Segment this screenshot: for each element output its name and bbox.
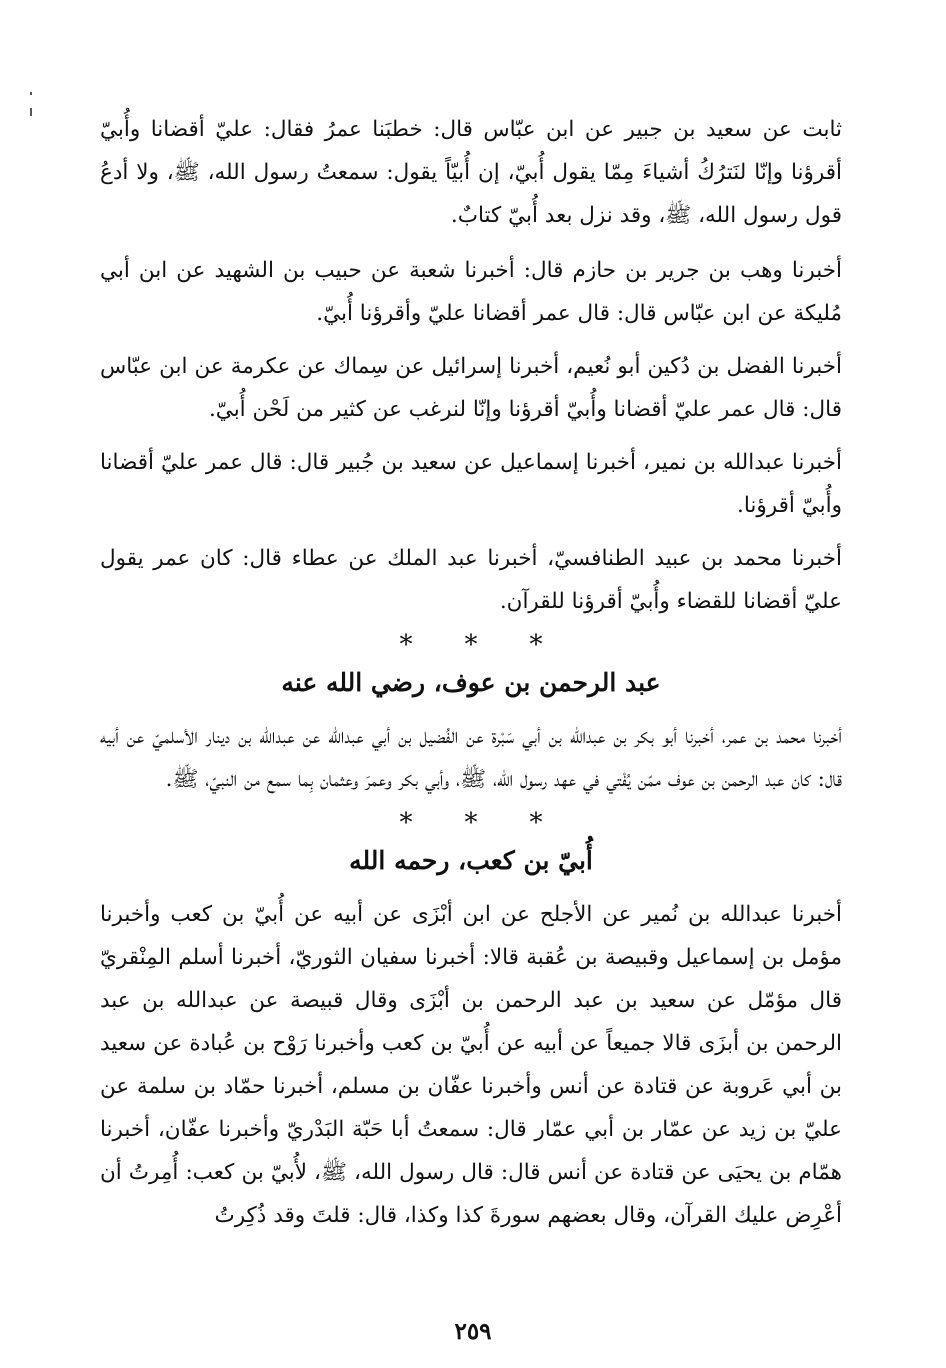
- star-ornament: *: [529, 808, 543, 838]
- paragraph: أخبرنا الفضل بن دُكين أبو نُعيم، أخبرنا إسرائيل عن سِماك عن عكرمة عن ابن عبّاس قال: قال عمر عليّ أقضانا وأُبيّ أقرؤنا وإنّا لنرغب عن كثير من لَحْن أُبيّ.: [100, 354, 842, 422]
- star-ornament: *: [464, 808, 478, 838]
- page-number: ٢٥٩: [454, 1318, 492, 1345]
- section-divider-stars: [100, 630, 842, 660]
- star-ornament: *: [399, 630, 413, 660]
- page-body: [100, 108, 842, 1249]
- paragraph: أخبرنا عبدالله بن نمير، أخبرنا إسماعيل عن سعيد بن جُبير قال: قال عمر عليّ أقضانا وأُبيّ أقرؤنا.: [100, 450, 842, 518]
- paragraph: أخبرنا محمد بن عبيد الطنافسيّ، أخبرنا عبد الملك عن عطاء قال: كان عمر يقول عليّ أقضانا للقضاء وأُبيّ أقرؤنا للقرآن.: [100, 546, 842, 614]
- paragraph: أخبرنا وهب بن جرير بن حازم قال: أخبرنا شعبة عن حبيب بن الشهيد عن ابن أبي مُليكة عن ابن عبّاس قال: قال عمر أقضانا عليّ وأقرؤنا أُبيّ.: [100, 258, 842, 326]
- section-title: أُبيّ بن كعب، رحمه الله: [349, 846, 593, 875]
- margin-mark: [30, 108, 32, 116]
- margin-mark: [30, 92, 32, 95]
- paragraph: ثابت عن سعيد بن جبير عن ابن عبّاس قال: خطبَنا عمرُ فقال: عليّ أقضانا وأُبيّ أقرؤنا وإنّا لنَترُكُ أشياءَ مِمّا يقول أُبيّ، إن أُبيّاً يقول: سمعتُ رسول الله، ﷺ، ولا أدعُ قول رسول الله، ﷺ، وقد نزل بعد أُبيّ كتابٌ.: [100, 117, 842, 228]
- star-ornament: *: [399, 808, 413, 838]
- paragraph: أخبرنا عبدالله بن نُمير عن الأجلح عن ابن أبْزَى عن أبيه عن أُبيّ بن كعب وأخبرنا مؤمل بن إسماعيل وقبيصة بن عُقبة قالا: أخبرنا سفيان الثوريّ، أخبرنا أسلم المِنْقريّ قال مؤمّل عن سعيد بن عبد الرحمن بن أبْزَى وقال قبيصة عن عبدالله بن عبد الرحمن بن أبزَى قالا جميعاً عن أبيه عن أُبيّ بن كعب وأخبرنا رَوْح بن عُبادة عن سعيد بن أبي عَروبة عن قتادة عن أنس وأخبرنا عفّان بن مسلم، أخبرنا حمّاد بن سلمة عن عليّ بن زيد عن عمّار بن أبي عمّار قال: سمعتُ أبا حَبّة البَدْريّ وأخبرنا عفّان، أخبرنا همّام بن يحيَى عن قتادة عن أنس قال: قال رسول الله، ﷺ، لأُبيّ بن كعب: أُمِرتُ أن أعْرِض عليك القرآن، وقال بعضهم سورةَ كذا وكذا، قال: قلتَ وقد ذُكِرتُ: [100, 902, 842, 1228]
- section-divider-stars: [100, 808, 842, 838]
- section-title: عبد الرحمن بن عوف، رضي الله عنه: [281, 668, 661, 697]
- paragraph: أخبرنا محمد بن عمر، أخبرنا أبو بكر بن عبدالله بن أبي سَبْرة عن الفُضيل بن أبي عبدالله عن عبدالله بن دينار الأسلميّ عن أبيه قال: كان عبد الرحمن بن عوف ممّن يُفْتي في عهد رسول الله، ﷺ، وأبي بكر وعمرَ وعثمان بِما سمع من النبيّ، ﷺ.: [100, 724, 842, 792]
- star-ornament: *: [529, 630, 543, 660]
- star-ornament: *: [464, 630, 478, 660]
